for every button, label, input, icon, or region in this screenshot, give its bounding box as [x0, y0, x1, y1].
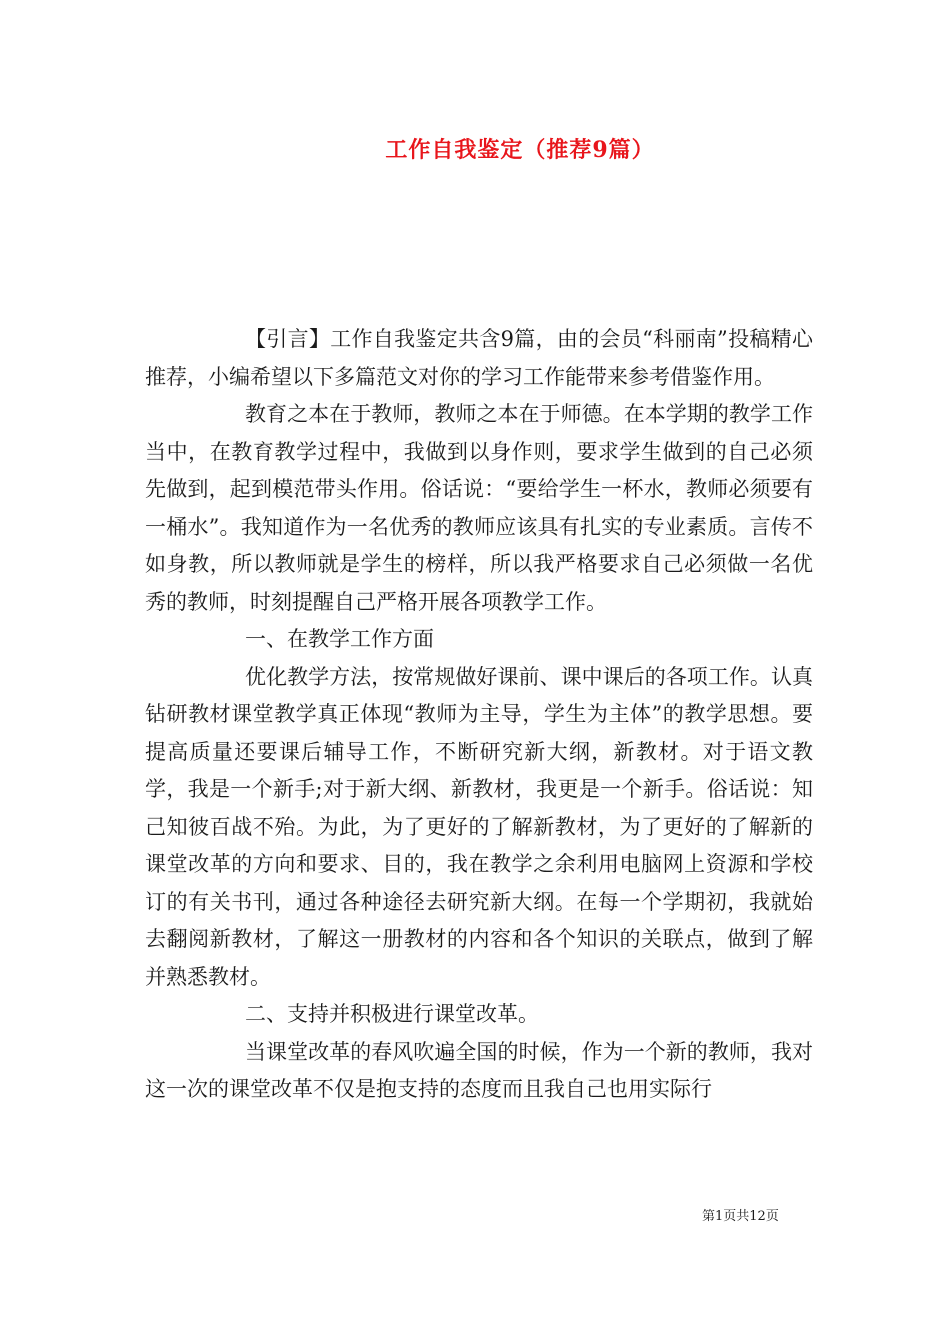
intro-paragraph: 【引言】工作自我鉴定共含9篇，由的会员“科丽南”投稿精心推荐，小编希望以下多篇范文对你的学习工作能带来参考借鉴作用。 — [145, 327, 813, 389]
body-paragraph-2: 优化教学方法，按常规做好课前、课中课后的各项工作。认真钻研教材课堂教学真正体现“教师为主导，学生为主体”的教学思想。要提高质量还要课后辅导工作，不断研究新大纲，新教材。对于语文教学，我是一个新手;对于新大纲、新教材，我更是一个新手。俗话说：知己知彼百战不殆。为此，为了更好的了解新教材，为了更好的了解新的课堂改革的方向和要求、目的，我在教学之余利用电脑网上资源和学校订的有关书刊，通过各种途径去研究新大纲。在每一个学期初，我就始去翻阅新教材，了解这一册教材的内容和各个知识的关联点，做到了解并熟悉教材。 — [145, 664, 813, 989]
document-body — [145, 321, 813, 1109]
body-paragraph-3: 当课堂改革的春风吹遍全国的时候，作为一个新的教师，我对这一次的课堂改革不仅是抱支持的态度而且我自己也用实际行 — [145, 1039, 813, 1101]
body-paragraph-1: 教育之本在于教师，教师之本在于师德。在本学期的教学工作当中，在教育教学过程中，我做到以身作则，要求学生做到的自己必须先做到，起到模范带头作用。俗话说：“要给学生一杯水，教师必须要有一桶水”。我知道作为一名优秀的教师应该具有扎实的专业素质。言传不如身教，所以教师就是学生的榜样，所以我严格要求自己必须做一名优秀的教师，时刻提醒自己严格开展各项教学工作。 — [145, 402, 813, 614]
document-title: 工作自我鉴定（推荐9篇） — [385, 137, 655, 163]
section-heading-1: 一、在教学工作方面 — [245, 627, 434, 651]
page-number-footer: 第1页共12页 — [702, 1209, 779, 1224]
section-heading-2: 二、支持并积极进行课堂改革。 — [245, 1002, 539, 1026]
